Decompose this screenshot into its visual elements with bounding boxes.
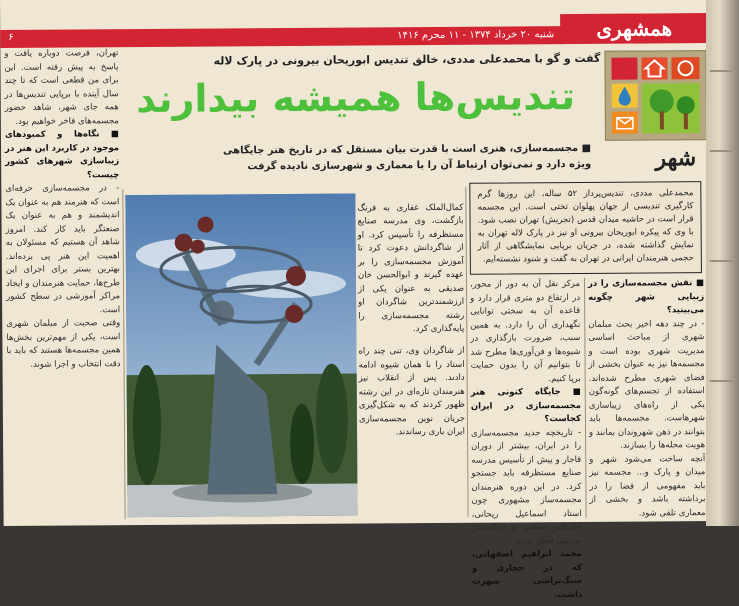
interview-intro-box — [469, 181, 702, 275]
logo-tile-drop — [612, 84, 638, 108]
article-kicker: گفت و گو با محمدعلی مددی، خالق تندیس ابوریحان بیرونی در پارک لاله — [213, 51, 601, 68]
edge-line — [710, 70, 732, 72]
logo-tile-house — [641, 57, 667, 79]
intro-text: محمدعلی مددی، تندیس‌پرداز ۵۲ ساله، این روزها گرم کارگیری تندیسی از جهان پهلوان تختی است. این مجسمه قرار است در حاشیه میدان قدس (تجریش) تهران نصب شود. با وی که پیکره ابوریحان بیرونی او نیز در پارک لاله تهران به نمایش گذاشته شده، در جریان برپایی نمایشگاهی از آثار حجمی هنرمندان ایرانی در تهران به گفت و شنود نشسته‌ایم. — [477, 188, 694, 265]
circle-icon — [671, 57, 699, 79]
envelope-icon — [612, 112, 638, 134]
statue-photo — [125, 194, 357, 518]
article-lead — [181, 141, 591, 176]
col-mid-p2: - تاریخچه جدید مجسمه‌سازی را در ایران، بیشتر از دوران قاجار و پیش از تأسیس مدرسه صنایع مستظرفه باید جستجو کرد. در این دوره هنرمندان مجسمه‌ساز مشهوری چون استاد اسماعیل ریحانی، علی‌اکبر صنعتی و ابوالحسن صدیقی فعال بودند. — [471, 427, 582, 546]
col-right-p1: - در چند دهه اخیر بحث مبلمان شهری از مباحث اساسی مدیریت شهری بوده است و مجسمه‌ها نیز به عنوان بخشی از فضای شهری مطرح شده‌اند. استفاده از تجسم‌های گونه‌گون یکی از راه‌های زیباسازی شهرهاست. مجسمه‌ها باید بتوانند در ذهن شهروندان بمانند و هویت محله‌ها را بسازند. — [588, 318, 706, 451]
column-middle — [469, 278, 583, 600]
edge-line — [710, 380, 732, 382]
column-right — [588, 277, 706, 518]
water-drop-icon — [612, 84, 638, 108]
col-mid-p1: مرکز نقل آن به دور از محور، در ارتفاع دو متری قرار دارد و قاعده آن به سختی توانایی نگهداری آن را دارد. به همین سبب، ضرورت بازگذاری در شیوه‌ها و فن‌آوری‌ها مطرح شد تا بتوانیم آن را بدون حمایت برپا کنیم. — [469, 278, 581, 384]
col-mid-p3: محمد ابراهیم اصفهانی، که در حجاری و سنگ‌تراشی شهرت داشت. — [471, 548, 583, 600]
logo-tile-trees — [642, 83, 700, 133]
col-left-p1: تهران، فرصت دوباره یافت و پاسخ به پیش رفته است. این برای من قطعی است که تا چند سال آینده با برپایی تندیس‌ها در همه جای شهر، شاهد حضور مجسمه‌های فاخر خواهیم بود. — [4, 48, 119, 127]
caption-p1: کمال‌الملک غفاری به فرنگ بازگشت، وی مدرسه صنایع مستظرفه را تأسیس کرد. او از شاگردانش دعوت کرد تا آموزش مجسمه‌سازی را بر عهده گیرند و ابوالحسن خان صدیقی به عنوان یکی از ارزشمندترین شاگردان او رشته مجسمه‌سازی را پایه‌گذاری کرد. — [357, 202, 465, 335]
biruni-statue-image — [125, 194, 357, 518]
col-right-p2: آنچه ساخت می‌شود شهر و میدان و پارک و... مجسمه نیز باید مفهومی از فضا را در برداشته باشد و بخشی از معماری تلقی شود. — [589, 453, 706, 519]
col-left-p3: وقتی صحبت از مبلمان شهری است، یکی از مهم‌ترین بخش‌ها همین مجسمه‌ها هستند که باید با دقت انتخاب و اجرا شوند. — [6, 318, 121, 370]
lead-line-2: ویژه دارد و نمی‌توان ارتباط آن را با معماری و شهرسازی نادیده گرفت — [247, 158, 592, 173]
page-number: ۶ — [8, 31, 14, 43]
column-left — [4, 47, 121, 518]
col-right-sub1: ■ نقش مجسمه‌سازی را در زیبایی شهر چگونه می‌بینید؟ — [587, 278, 705, 316]
column-caption — [357, 193, 465, 449]
logo-tile-mail — [612, 112, 638, 134]
logo-tile-red — [611, 58, 637, 80]
col-left-p2: - در مجسمه‌سازی حرفه‌ای است که هنرمند هم به عنوان یک اندیشمند و هم به عنوان یک صنعتگر باید کار کند. امروز شاهد آن هستیم که مسئولان به اهمیت این هنر پی برده‌اند. بهترین بستر برای اجرای این طرح‌ها، حمایت هنرمندان و ایجاد مراکز آموزشی در سطح کشور است. — [5, 183, 121, 315]
divider — [584, 278, 587, 518]
logo-tile-target — [671, 57, 699, 79]
col-left-sub1: ■ نگاه‌ها و کمبودهای موجود در کاربرد این هنر در زیباسازی شهرهای کشور چیست؟ — [4, 129, 120, 180]
section-name: شهر — [655, 145, 697, 172]
lead-line-1: ■ مجسمه‌سازی، هنری است با قدرت بیان مستقل که در تاریخ هنر جایگاهی — [222, 142, 592, 157]
col-mid-sub1: ■ جایگاه کنونی هنر مجسمه‌سازی در ایران کجاست؟ — [470, 386, 581, 425]
issue-date: شنبه ۲۰ خرداد ۱۳۷۴ - ۱۱ محرم ۱۴۱۶ — [397, 29, 555, 42]
masthead-title: همشهری — [560, 13, 708, 44]
section-logo — [604, 50, 707, 141]
house-icon — [641, 57, 667, 79]
edge-line — [710, 150, 732, 152]
article-headline: تندیس‌ها همیشه بیدارند — [136, 73, 576, 122]
edge-line — [710, 260, 732, 262]
top-bar — [0, 26, 562, 48]
adjacent-page-edge — [706, 0, 739, 526]
divider — [465, 187, 468, 517]
caption-p2: از شاگردان وی، تنی چند راه استاد را با همان شیوه ادامه دادند. پس از انقلاب نیز هنرمندان تازه‌ای در این رشته ظهور کردند که به شکل‌گیری جریان نوین مجسمه‌سازی ایران یاری رساندند. — [358, 345, 466, 438]
tree-icon — [642, 83, 700, 133]
